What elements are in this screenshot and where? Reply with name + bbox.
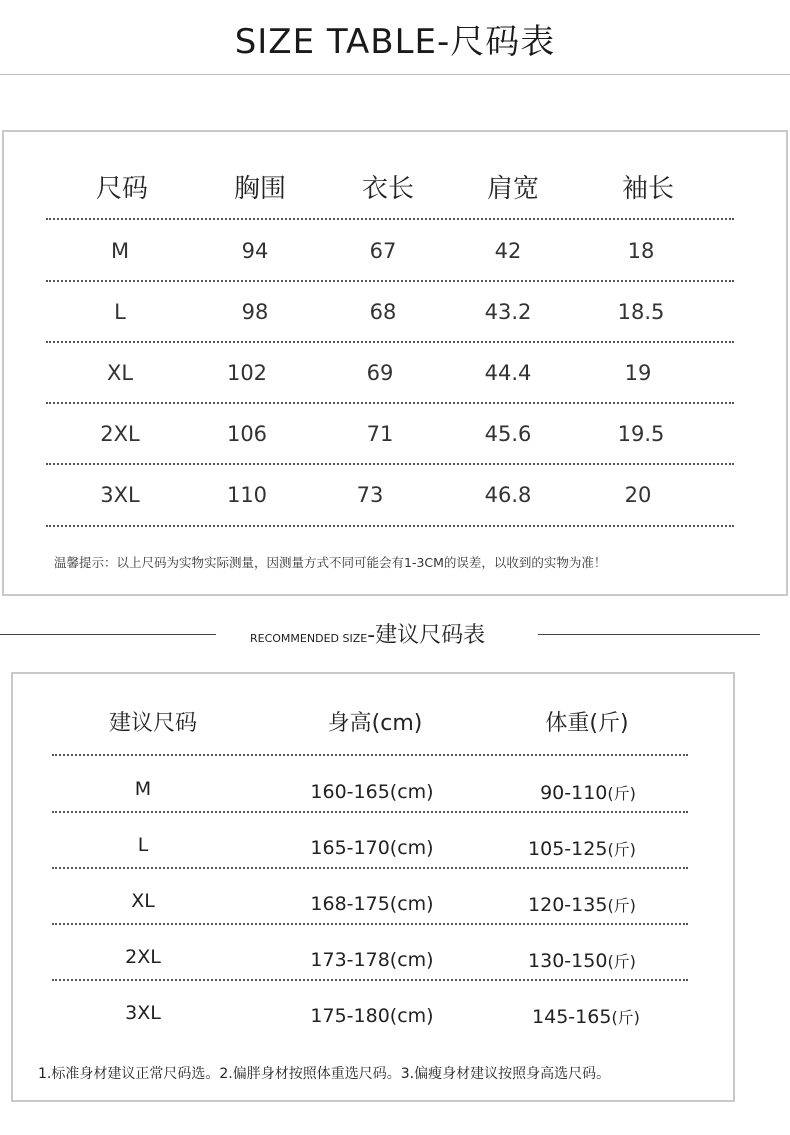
shoulder-cell: 42 [494,239,522,263]
recommended-header-size: 建议尺码 [108,711,197,736]
weight-unit: (斤) [611,1008,640,1027]
size-cell: 2XL [100,422,140,446]
recommended-divider [52,754,688,756]
weight-value: 90-110 [540,782,608,804]
size-cell: XL [106,361,134,385]
recommended-weight-cell [506,1005,666,1028]
weight-unit: (斤) [607,896,636,915]
size-cell: L [114,300,126,324]
size-table-divider [46,218,734,220]
recommended-divider [52,867,688,869]
weight-unit: (斤) [607,952,636,971]
length-cell: 68 [369,300,397,324]
page-title: SIZE TABLE-尺码表 [234,22,556,62]
chest-cell: 98 [241,300,269,324]
length-cell: 73 [356,483,384,507]
length-cell: 67 [369,239,397,263]
chest-cell: 102 [226,361,268,385]
title-divider [0,74,790,75]
weight-unit: (斤) [607,840,636,859]
size-table-header-chest: 胸围 [233,174,286,204]
recommended-size-cell: L [137,834,149,856]
recommended-divider [52,923,688,925]
recommended-size-cell: 3XL [125,1002,161,1024]
shoulder-cell: 45.6 [484,422,532,446]
recommended-title [250,618,485,649]
sleeve-cell: 18 [627,239,655,263]
recommended-weight-cell [502,837,662,860]
weight-value: 130-150 [528,950,608,972]
length-cell: 69 [366,361,394,385]
shoulder-cell: 46.8 [484,483,532,507]
recommended-header-weight: 体重(斤) [545,711,629,736]
recommended-size-cell: XL [131,890,155,912]
sleeve-cell: 19 [624,361,652,385]
size-table-header-size: 尺码 [95,174,148,204]
chest-cell: 106 [226,422,268,446]
shoulder-cell: 44.4 [484,361,532,385]
recommended-header-height: 身高(cm) [327,711,423,736]
recommended-height-cell: 173-178(cm) [310,949,434,971]
recommended-size-cell: M [134,778,152,800]
weight-value: 105-125 [528,838,608,860]
section-divider-right [538,634,760,635]
recommended-height-cell: 175-180(cm) [310,1005,434,1027]
recommendation-note: 1.标准身材建议正常尺码选。2.偏胖身材按照体重选尺码。3.偏瘦身材建议按照身高选尺码。 [38,1066,611,1082]
size-table-divider [46,402,734,404]
weight-value: 145-165 [532,1006,612,1028]
shoulder-cell: 43.2 [484,300,532,324]
recommended-size-cell: 2XL [125,946,161,968]
sleeve-cell: 20 [624,483,652,507]
recommended-weight-cell [508,781,668,804]
recommended-weight-cell [502,893,662,916]
weight-unit: (斤) [607,784,636,803]
recommended-divider [52,979,688,981]
size-table-divider [46,463,734,465]
chest-cell: 110 [226,483,268,507]
size-table-header-sleeve: 袖长 [621,174,674,204]
recommended-title-en: RECOMMENDED SIZE [250,632,368,645]
weight-value: 120-135 [528,894,608,916]
size-table-header-shoulder: 肩宽 [486,174,539,204]
recommended-height-cell: 168-175(cm) [310,893,434,915]
recommended-height-cell: 160-165(cm) [310,781,434,803]
size-table-divider [46,341,734,343]
size-table-divider [46,280,734,282]
section-divider-left [0,634,216,635]
size-table-divider [46,525,734,527]
size-cell: M [110,239,130,263]
recommended-weight-cell [502,949,662,972]
recommended-height-cell: 165-170(cm) [310,837,434,859]
recommended-divider [52,811,688,813]
size-cell: 3XL [100,483,140,507]
measurement-note: 温馨提示：以上尺码为实物实际测量，因测量方式不同可能会有1-3CM的误差，以收到的实物为准！ [54,555,607,570]
sleeve-cell: 18.5 [617,300,665,324]
chest-cell: 94 [241,239,269,263]
sleeve-cell: 19.5 [617,422,665,446]
length-cell: 71 [366,422,394,446]
size-table-header-length: 衣长 [361,174,414,204]
recommended-title-cn: -建议尺码表 [367,623,486,648]
